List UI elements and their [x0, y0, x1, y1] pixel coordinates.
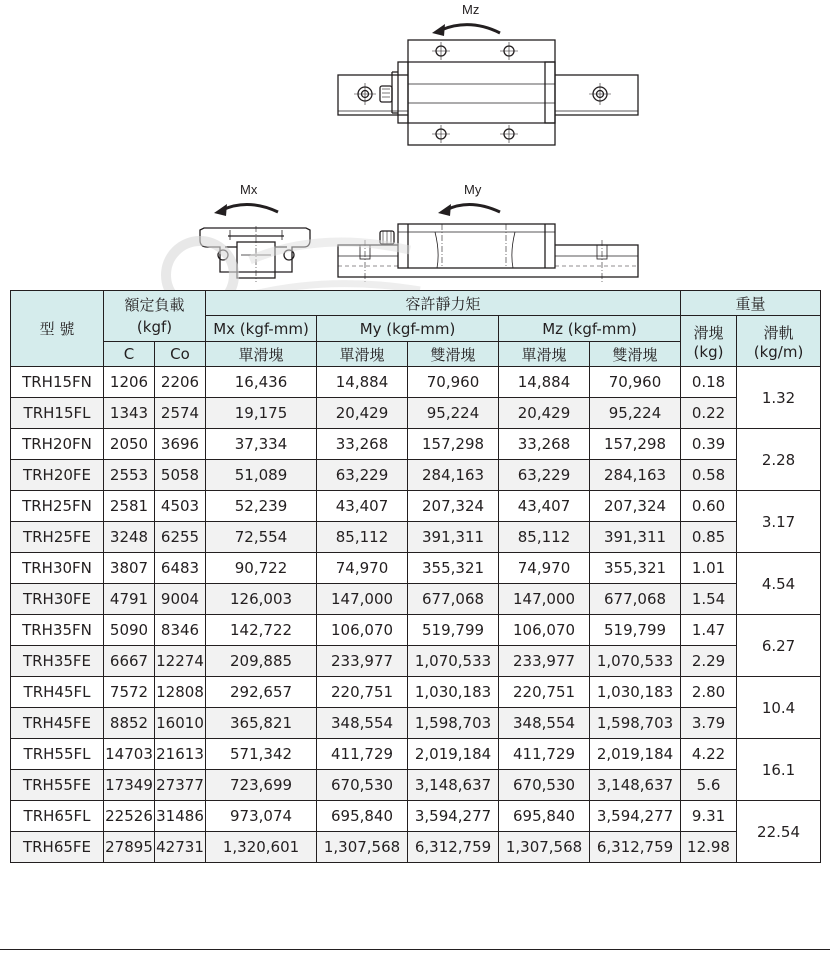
- cell-rail-weight: 4.54: [737, 553, 821, 615]
- cell-block: 1.47: [681, 615, 737, 646]
- cell-co: 12274: [155, 646, 206, 677]
- cell-model: TRH45FL: [11, 677, 104, 708]
- grease-nipple-side-icon: [380, 231, 394, 244]
- cell-block: 9.31: [681, 801, 737, 832]
- cell-c: 3807: [104, 553, 155, 584]
- cell-my1: 1,307,568: [317, 832, 408, 863]
- cell-mz1: 670,530: [499, 770, 590, 801]
- cell-block: 0.60: [681, 491, 737, 522]
- cell-block: 0.85: [681, 522, 737, 553]
- cell-block: 2.29: [681, 646, 737, 677]
- cell-mz1: 14,884: [499, 367, 590, 398]
- cell-mz1: 33,268: [499, 429, 590, 460]
- cell-my1: 233,977: [317, 646, 408, 677]
- table-body: [11, 367, 821, 863]
- cell-mx: 571,342: [206, 739, 317, 770]
- cell-my2: 3,594,277: [408, 801, 499, 832]
- cell-my1: 348,554: [317, 708, 408, 739]
- cell-mz1: 63,229: [499, 460, 590, 491]
- cell-rail-weight: 10.4: [737, 677, 821, 739]
- side-view-drawing: [338, 204, 638, 282]
- mz-label: Mz: [462, 2, 480, 17]
- cell-co: 6483: [155, 553, 206, 584]
- cell-mz1: 348,554: [499, 708, 590, 739]
- cell-model: TRH55FE: [11, 770, 104, 801]
- table-row: [11, 739, 821, 770]
- cell-mz1: 20,429: [499, 398, 590, 429]
- cell-mz2: 1,030,183: [590, 677, 681, 708]
- cell-co: 3696: [155, 429, 206, 460]
- cell-mz2: 284,163: [590, 460, 681, 491]
- cell-my1: 670,530: [317, 770, 408, 801]
- cell-mz1: 233,977: [499, 646, 590, 677]
- cell-my1: 85,112: [317, 522, 408, 553]
- cell-rail-weight: 22.54: [737, 801, 821, 863]
- cell-block: 1.54: [681, 584, 737, 615]
- cell-my1: 147,000: [317, 584, 408, 615]
- cell-my2: 355,321: [408, 553, 499, 584]
- cell-my1: 106,070: [317, 615, 408, 646]
- table-row: [11, 770, 821, 801]
- moment-diagram: [0, 0, 830, 290]
- end-view-drawing: [200, 204, 310, 282]
- cell-my1: 33,268: [317, 429, 408, 460]
- cell-mz2: 677,068: [590, 584, 681, 615]
- mx-rotation-arrow-icon: [214, 204, 278, 216]
- cell-c: 5090: [104, 615, 155, 646]
- header-my-single: 單滑塊: [317, 342, 408, 367]
- table-header: [11, 291, 821, 367]
- header-mz: Mz (kgf-mm): [499, 316, 681, 342]
- cell-model: TRH20FE: [11, 460, 104, 491]
- cell-co: 2574: [155, 398, 206, 429]
- cell-c: 2050: [104, 429, 155, 460]
- cell-c: 22526: [104, 801, 155, 832]
- cell-my1: 220,751: [317, 677, 408, 708]
- cell-mx: 72,554: [206, 522, 317, 553]
- cell-block: 0.58: [681, 460, 737, 491]
- cell-model: TRH65FL: [11, 801, 104, 832]
- cell-block: 1.01: [681, 553, 737, 584]
- header-co: Co: [155, 342, 206, 367]
- cell-block: 0.22: [681, 398, 737, 429]
- header-model: 型 號: [11, 291, 104, 367]
- cell-mz2: 3,148,637: [590, 770, 681, 801]
- cell-my1: 20,429: [317, 398, 408, 429]
- cell-mz2: 207,324: [590, 491, 681, 522]
- cell-co: 9004: [155, 584, 206, 615]
- cell-co: 8346: [155, 615, 206, 646]
- header-rated-load-unit: (kgf): [136, 318, 173, 336]
- cell-model: TRH35FE: [11, 646, 104, 677]
- cell-co: 27377: [155, 770, 206, 801]
- cell-mz2: 3,594,277: [590, 801, 681, 832]
- cell-mz2: 6,312,759: [590, 832, 681, 863]
- table-row: [11, 801, 821, 832]
- cell-my2: 95,224: [408, 398, 499, 429]
- table-row: [11, 491, 821, 522]
- cell-mz1: 106,070: [499, 615, 590, 646]
- cell-c: 1206: [104, 367, 155, 398]
- table-row: [11, 522, 821, 553]
- cell-block: 0.18: [681, 367, 737, 398]
- cell-mx: 723,699: [206, 770, 317, 801]
- table-row: [11, 646, 821, 677]
- cell-mx: 51,089: [206, 460, 317, 491]
- cell-rail-weight: 6.27: [737, 615, 821, 677]
- cell-co: 21613: [155, 739, 206, 770]
- cell-model: TRH30FE: [11, 584, 104, 615]
- cell-co: 31486: [155, 801, 206, 832]
- top-view-drawing: [338, 24, 638, 145]
- header-my: My (kgf-mm): [317, 316, 499, 342]
- cell-block: 3.79: [681, 708, 737, 739]
- cell-block: 2.80: [681, 677, 737, 708]
- cell-my2: 1,030,183: [408, 677, 499, 708]
- cell-mz1: 85,112: [499, 522, 590, 553]
- cell-c: 14703: [104, 739, 155, 770]
- cell-rail-weight: 3.17: [737, 491, 821, 553]
- cell-mz1: 1,307,568: [499, 832, 590, 863]
- cell-my2: 284,163: [408, 460, 499, 491]
- cell-rail-weight: 16.1: [737, 739, 821, 801]
- header-rail-weight-unit: (kg/m): [753, 342, 804, 361]
- cell-mx: 973,074: [206, 801, 317, 832]
- cell-mz2: 519,799: [590, 615, 681, 646]
- header-block-weight-unit: (kg): [693, 342, 724, 361]
- cell-model: TRH25FN: [11, 491, 104, 522]
- cell-block: 12.98: [681, 832, 737, 863]
- cell-block: 5.6: [681, 770, 737, 801]
- cell-co: 5058: [155, 460, 206, 491]
- header-rated-load-label: 額定負載: [124, 296, 185, 314]
- table-row: [11, 398, 821, 429]
- cell-co: 6255: [155, 522, 206, 553]
- cell-my1: 74,970: [317, 553, 408, 584]
- cell-mz2: 1,598,703: [590, 708, 681, 739]
- cell-c: 7572: [104, 677, 155, 708]
- table-row: [11, 708, 821, 739]
- header-rail-weight: [737, 316, 821, 367]
- cell-block: 0.39: [681, 429, 737, 460]
- header-mz-double: 雙滑塊: [590, 342, 681, 367]
- cell-co: 42731: [155, 832, 206, 863]
- cell-my1: 411,729: [317, 739, 408, 770]
- cell-my2: 70,960: [408, 367, 499, 398]
- cell-my2: 677,068: [408, 584, 499, 615]
- cell-my2: 3,148,637: [408, 770, 499, 801]
- header-mz-single: 單滑塊: [499, 342, 590, 367]
- cell-my2: 519,799: [408, 615, 499, 646]
- table-row: [11, 553, 821, 584]
- cell-model: TRH55FL: [11, 739, 104, 770]
- cell-my2: 6,312,759: [408, 832, 499, 863]
- cell-co: 2206: [155, 367, 206, 398]
- cell-my1: 43,407: [317, 491, 408, 522]
- header-my-double: 雙滑塊: [408, 342, 499, 367]
- table-row: [11, 615, 821, 646]
- cell-mx: 292,657: [206, 677, 317, 708]
- cell-co: 4503: [155, 491, 206, 522]
- cell-c: 3248: [104, 522, 155, 553]
- cell-mx: 126,003: [206, 584, 317, 615]
- cell-model: TRH65FE: [11, 832, 104, 863]
- cell-c: 1343: [104, 398, 155, 429]
- cell-mx: 52,239: [206, 491, 317, 522]
- cell-mz2: 391,311: [590, 522, 681, 553]
- header-static-moment: 容許靜力矩: [206, 291, 681, 316]
- mz-rotation-arrow-icon: [432, 24, 500, 36]
- header-mx: Mx (kgf-mm): [206, 316, 317, 342]
- cell-my2: 1,070,533: [408, 646, 499, 677]
- header-mx-single: 單滑塊: [206, 342, 317, 367]
- cell-mx: 209,885: [206, 646, 317, 677]
- header-weight: 重量: [681, 291, 821, 316]
- cell-mz2: 2,019,184: [590, 739, 681, 770]
- cell-model: TRH20FN: [11, 429, 104, 460]
- table-row: [11, 429, 821, 460]
- table-row: [11, 584, 821, 615]
- cell-c: 8852: [104, 708, 155, 739]
- cell-co: 16010: [155, 708, 206, 739]
- cell-c: 27895: [104, 832, 155, 863]
- header-rated-load: [104, 291, 206, 342]
- cell-mx: 1,320,601: [206, 832, 317, 863]
- cell-co: 12808: [155, 677, 206, 708]
- cell-mz2: 70,960: [590, 367, 681, 398]
- cell-mx: 37,334: [206, 429, 317, 460]
- cell-my1: 695,840: [317, 801, 408, 832]
- cell-mx: 19,175: [206, 398, 317, 429]
- cell-model: TRH35FN: [11, 615, 104, 646]
- cell-mz1: 220,751: [499, 677, 590, 708]
- cell-model: TRH15FN: [11, 367, 104, 398]
- cell-model: TRH45FE: [11, 708, 104, 739]
- cell-model: TRH30FN: [11, 553, 104, 584]
- header-block-weight-label: 滑塊: [693, 323, 724, 342]
- table-row: [11, 460, 821, 491]
- cell-c: 2581: [104, 491, 155, 522]
- cell-c: 17349: [104, 770, 155, 801]
- cell-c: 6667: [104, 646, 155, 677]
- cell-my2: 391,311: [408, 522, 499, 553]
- cell-mz1: 74,970: [499, 553, 590, 584]
- bottom-rule: [0, 949, 830, 950]
- cell-model: TRH15FL: [11, 398, 104, 429]
- cell-mx: 90,722: [206, 553, 317, 584]
- cell-mx: 142,722: [206, 615, 317, 646]
- cell-mz1: 411,729: [499, 739, 590, 770]
- cell-my2: 2,019,184: [408, 739, 499, 770]
- header-rail-weight-label: 滑軌: [763, 323, 794, 342]
- cell-mz2: 157,298: [590, 429, 681, 460]
- cell-model: TRH25FE: [11, 522, 104, 553]
- cell-my2: 1,598,703: [408, 708, 499, 739]
- cell-block: 4.22: [681, 739, 737, 770]
- cell-mz2: 95,224: [590, 398, 681, 429]
- cell-mx: 16,436: [206, 367, 317, 398]
- cell-rail-weight: 2.28: [737, 429, 821, 491]
- table-row: [11, 677, 821, 708]
- grease-nipple-icon: [380, 86, 392, 102]
- table-row: [11, 367, 821, 398]
- cell-c: 2553: [104, 460, 155, 491]
- cell-mz1: 43,407: [499, 491, 590, 522]
- cell-mx: 365,821: [206, 708, 317, 739]
- header-c: C: [104, 342, 155, 367]
- cell-c: 4791: [104, 584, 155, 615]
- cell-mz2: 1,070,533: [590, 646, 681, 677]
- cell-my1: 63,229: [317, 460, 408, 491]
- table-row: [11, 832, 821, 863]
- cell-mz2: 355,321: [590, 553, 681, 584]
- cell-mz1: 695,840: [499, 801, 590, 832]
- cell-my1: 14,884: [317, 367, 408, 398]
- header-block-weight: [681, 316, 737, 367]
- cell-mz1: 147,000: [499, 584, 590, 615]
- my-rotation-arrow-icon: [438, 204, 500, 216]
- cell-my2: 157,298: [408, 429, 499, 460]
- cell-my2: 207,324: [408, 491, 499, 522]
- my-label: My: [464, 182, 482, 197]
- specification-table: [10, 290, 821, 863]
- mx-label: Mx: [240, 182, 258, 197]
- cell-rail-weight: 1.32: [737, 367, 821, 429]
